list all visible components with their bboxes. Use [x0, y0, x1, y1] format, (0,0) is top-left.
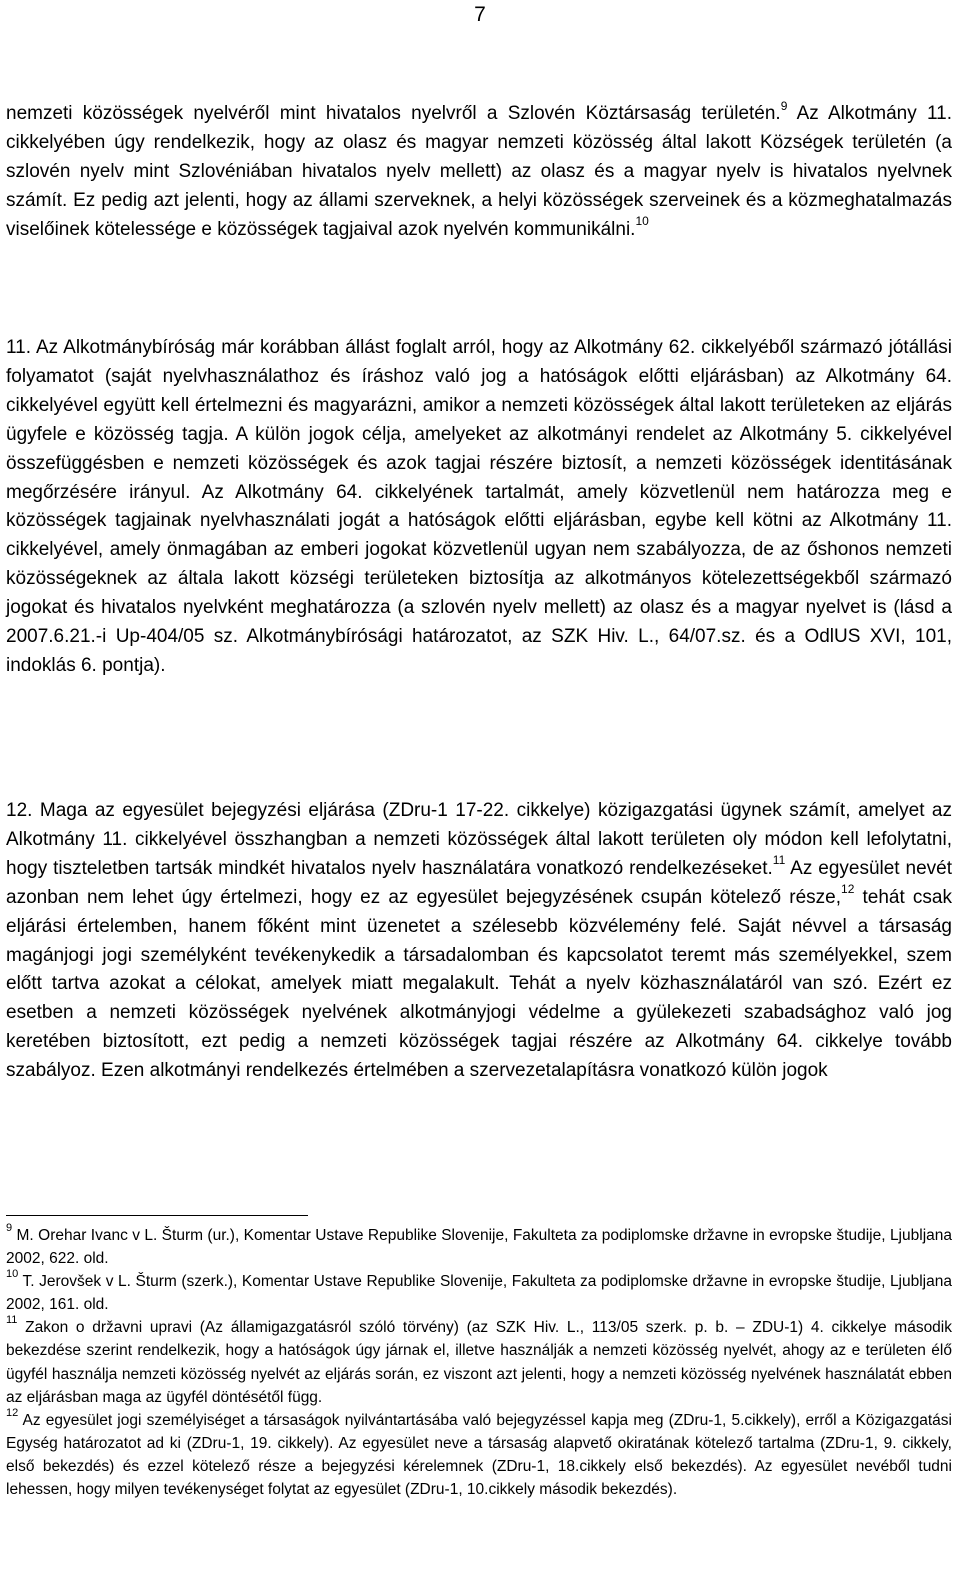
- footnote-ref-11[interactable]: 11: [772, 853, 786, 868]
- footnote-ref-9[interactable]: 9: [780, 98, 788, 113]
- paragraph-text: Az Alkotmány 11. cikkelyében úgy rendelkezik, hogy az olasz és magyar nemzeti közösség által lakott Községek területén (a szlovén nyelv mint Szlovéniában hivatalos nyelv mellett) az olasz és a magyar nyelv is hivatalos nyelvnek számít. Ez pedig azt jelenti, hogy az állami szerveknek, a helyi közösségek szerveinek és a közmeghatalmazás viselőinek kötelessége e közösségek tagjaival azok nyelvén kommunikálni.: [6, 103, 952, 240]
- paragraph-text: 12. Maga az egyesület bejegyzési eljárása (ZDru-1 17-22. cikkelye) közigazgatási ügynek számít, amelyet az Alkotmány 11. cikkelyével összhangban a nemzeti közösségek által lakott területen oly módon kell lefolytatni, hogy tiszteletben tartsák mindkét hivatalos nyelv használatára vonatkozó rendelkezéseket.: [6, 800, 952, 879]
- paragraph-text: nemzeti közösségek nyelvéről mint hivatalos nyelvről a Szlovén Köztársaság területén.: [6, 103, 781, 124]
- footnote-number: 11: [6, 1314, 18, 1327]
- paragraph-continued: [6, 100, 952, 245]
- footnote-9: [6, 1221, 952, 1270]
- footnote-10: [6, 1270, 952, 1316]
- paragraph-12: [6, 797, 952, 1086]
- paragraph-text: 11. Az Alkotmánybíróság már korábban állást foglalt arról, hogy az Alkotmány 62. cikkelyéből származó jótállási folyamatot (saját nyelvhasználathoz és íráshoz való jog a hatóságok előtti eljárásban) az Alkotmány 64. cikkelyével együtt kell értelmezni és magyarázni, amikor a nemzeti közösségek által lakott területeken az eljárás ügyfele e közösség tagja. A külön jogok célja, amelyeket az alkotmányi rendelet az Alkotmány 5. cikkelyével összefüggésben e nemzeti közösségek és azok tagjai részére biztosít, a nemzeti közösségek identitásának megőrzésére irányul. Az Alkotmány 64. cikkelyének tartalmát, amely közvetlenül nem határozza meg e közösségek tagjainak nyelvhasználati jogát a hatóságok előtti eljárásban, egybe kell kötni az Alkotmány 11. cikkelyével, amely önmagában az emberi jogokat közvetlenül ugyan nem szabályozza, de az őshonos nemzeti közösségeknek az általa lakott községi területeken biztosítja az alkotmányos kötelezettségekből származó jogokat és hivatalos nyelvként meghatározza (a szlovén nyelv mellett) az olasz és a magyar nyelvet is (lásd a 2007.6.21.-i Up-404/05 sz. Alkotmánybírósági határozatot, az SZK Hiv. L., 64/07.sz. és a OdlUS XVI, 101, indoklás 6. pontja).: [6, 337, 952, 676]
- footnote-separator: [6, 1215, 308, 1216]
- footnotes: [6, 1221, 952, 1501]
- footnote-text: Az egyesület jogi személyiséget a társaságok nyilvántartásába való bejegyzéssel kapja meg (ZDru-1, 5.cikkely), erről a Közigazgatási Egység határozatot ad ki (ZDru-1, 19. cikkely). Az egyesület neve a társaság alapvető okiratának kötelező tartalma (ZDru-1, 9. cikkely, első bekezdés) és ezzel kötelező része a bejegyzési kérelemnek (ZDru-1, 18.cikkely első bekezdés). Az egyesület nevéből tudni lehessen, hogy milyen tevékenységet folytat az egyesület (ZDru-1, 10.cikkely második bekezdés).: [6, 1411, 952, 1499]
- footnote-number: 9: [6, 1221, 13, 1234]
- footnote-text: Zakon o državni upravi (Az államigazgatásról szóló törvény) (az SZK Hiv. L., 113/05 szerk. p. b. – ZDU-1) 4. cikkelye második bekezdése szerint rendelkezik, hogy a hatóságok úgy járnak el, illetve használják a nemzeti közösség nyelvét, ahogy az e területen élő ügyfél használja nemzeti közösség nyelvét az eljárás során, ez viszont azt jelenti, hogy a nemzeti közösség nyelvének használatát ebben az eljárásban maga az ügyfél döntésétől függ.: [6, 1319, 952, 1406]
- footnote-12: [6, 1406, 952, 1501]
- footnote-text: T. Jerovšek v L. Šturm (szerk.), Komentar Ustave Republike Slovenije, Fakulteta za podiplomske državne in evropske študije, Ljubljana 2002, 161. old.: [6, 1273, 952, 1314]
- footnote-number: 12: [6, 1406, 19, 1419]
- footnote-number: 10: [6, 1268, 19, 1281]
- paragraph-text: Az egyesület nevét azonban nem lehet úgy értelmezi, hogy ez az egyesület bejegyzésének csupán kötelező része,: [6, 857, 953, 908]
- footnote-ref-12[interactable]: 12: [841, 882, 855, 897]
- page-number: 7: [474, 3, 486, 26]
- footnote-text: M. Orehar Ivanc v L. Šturm (ur.), Komentar Ustave Republike Slovenije, Fakulteta za podiplomske državne in evropske študije, Ljubljana 2002, 622. old.: [6, 1227, 952, 1268]
- paragraph-text: tehát csak eljárási értelemben, hanem főként mint üzenetet a szélesebb közvélemény felé. Saját névvel a társaság magánjogi jogi személyként tevékenykedik a társadalomban és kapcsolatot teremt más személyekkel, szem előtt tartva azokat a célokat, amelyek miatt megalakult. Tehát a nyelv közhasználatáról van szó. Ezért ez esetben a nemzeti közösségek nyelvének alkotmányjogi védelme a gyülekezeti szabadsághoz való jog keretében biztosított, ezt pedig a nemzeti közösségek tagjai részére az Alkotmány 64. cikkelye tovább szabályoz. Ezen alkotmányi rendelkezés értelmében a szervezetalapításra vonatkozó külön jogok: [6, 886, 952, 1082]
- footnote-ref-10[interactable]: 10: [635, 214, 649, 229]
- paragraph-11: [6, 334, 952, 681]
- footnote-11: [6, 1316, 952, 1408]
